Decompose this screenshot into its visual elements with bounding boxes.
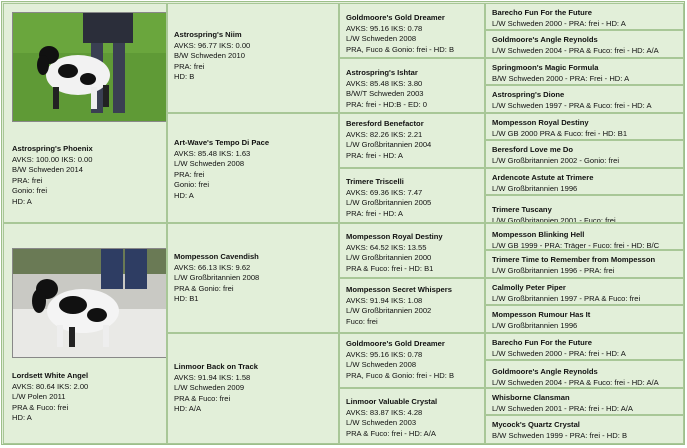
dog-detail: AVKS: 64.52 IKS: 13.55: [346, 242, 427, 252]
dog-detail: L/W Polen 2011: [12, 392, 66, 401]
gen3-cell-6: [339, 333, 485, 388]
gen4-cell-6: [485, 168, 684, 195]
gen2-cell-1: [167, 113, 339, 223]
dog-detail: AVKS: 95.16 IKS: 0.78: [346, 349, 423, 359]
dog-detail: L/W Großbritannien 1996: [492, 320, 578, 330]
dog-detail: AVKS: 83.87 IKS: 4.28: [346, 407, 423, 417]
dog-detail: PRA & Fuco: frei: [12, 402, 69, 412]
dog-detail: L/W Schweden 2003: [346, 418, 417, 427]
dog-detail: L/W Schweden 2001 - PRA: frei - HD: A/A: [492, 403, 633, 413]
dog-detail: PRA: frei: [174, 169, 205, 179]
dog-name: Mompesson Rumour Has It: [492, 310, 591, 319]
dog-name: Trimere Triscelli: [346, 177, 404, 186]
dog-name: Mompesson Cavendish: [174, 252, 259, 261]
gen4-cell-14: [485, 388, 684, 415]
dog-detail: L/W Schweden 2000 - PRA: frei - HD: A: [492, 348, 626, 358]
dog-name: Mompesson Secret Whispers: [346, 285, 452, 294]
dog-detail: HD: B: [174, 72, 195, 81]
dog-detail: HD: A: [12, 413, 32, 422]
dog-detail: AVKS: 85.48 IKS: 1.63: [174, 148, 251, 158]
gen4-cell-2: [485, 58, 684, 85]
dog-detail: L/W Großbritannien 2002 - Gonio: frei: [492, 155, 620, 165]
dog-detail: AVKS: 66.13 IKS: 9.62: [174, 262, 251, 272]
dog-name: Goldmoore's Gold Dreamer: [346, 339, 445, 348]
gen1-info-0: [12, 144, 93, 207]
dog-detail: L/W Großbritannien 1996: [492, 183, 578, 193]
pedigree-table: [1, 1, 685, 445]
gen4-cell-5: [485, 140, 684, 168]
dog-detail: Fuco: frei: [346, 316, 378, 326]
dog-detail: HD: B1: [174, 294, 199, 303]
dog-name: Art-Wave's Tempo Di Pace: [174, 138, 270, 147]
gen1-cell-1: [3, 223, 167, 444]
dog-detail: B/W Schweden 1999 - PRA: frei - HD: B: [492, 430, 628, 440]
dog-detail: HD: A/A: [174, 404, 202, 413]
dog-name: Mompesson Blinking Hell: [492, 230, 585, 239]
dog-name: Calmolly Peter Piper: [492, 283, 566, 292]
gen3-cell-5: [339, 278, 485, 333]
dog-name: Astrospring's Niim: [174, 30, 242, 39]
dog-name: Beresford Benefactor: [346, 119, 424, 128]
dog-detail: AVKS: 69.36 IKS: 7.47: [346, 187, 423, 197]
gen1-cell-0: [3, 3, 167, 223]
dog-detail: L/W Schweden 2004 - PRA & Fuco: frei - HD: A/A: [492, 377, 659, 387]
dog-detail: PRA: frei - HD:B - ED: 0: [346, 99, 428, 109]
dog-detail: L/W Großbritannien 1996 - PRA: frei: [492, 265, 615, 275]
gen3-cell-4: [339, 223, 485, 278]
dog-detail: L/W Großbritannien 2008: [174, 273, 260, 282]
dog-detail: L/W Schweden 2000 - PRA: frei - HD: A: [492, 18, 626, 28]
dog-detail: PRA & Fuco: frei - HD: B1: [346, 263, 434, 273]
gen2-cell-2: [167, 223, 339, 333]
gen1-info-1: [12, 371, 88, 424]
dog-detail: PRA & Gonio: frei: [174, 283, 234, 293]
gen4-cell-1: [485, 30, 684, 58]
gen4-cell-4: [485, 113, 684, 140]
dog-name: Goldmoore's Gold Dreamer: [346, 13, 445, 22]
gen2-cell-0: [167, 3, 339, 113]
dog-name: Mompesson Royal Destiny: [346, 232, 443, 241]
dog-name: Trimere Time to Remember from Mompesson: [492, 255, 656, 264]
dog-detail: PRA & Fuco: frei - HD: A/A: [346, 428, 436, 438]
dog-detail: L/W Großbritannien 1997 - PRA & Fuco: frei: [492, 293, 641, 303]
gen4-cell-3: [485, 85, 684, 113]
gen4-cell-7: [485, 195, 684, 223]
dog-detail: PRA, Fuco & Gonio: frei - HD: B: [346, 370, 455, 380]
dog-detail: L/W Großbritannien 2005: [346, 198, 432, 207]
dog-detail: L/W GB 2000 PRA & Fuco: frei - HD: B1: [492, 128, 628, 138]
dog-name: Astrospring's Phoenix: [12, 144, 93, 153]
dog-detail: PRA & Fuco: frei: [174, 393, 231, 403]
dog-detail: L/W Schweden 2004 - PRA & Fuco: frei - HD: A/A: [492, 45, 659, 55]
gen4-cell-13: [485, 360, 684, 388]
gen3-cell-7: [339, 388, 485, 444]
dog-detail: HD: A: [174, 190, 194, 200]
dog-detail: L/W Schweden 2009: [174, 383, 245, 392]
gen3-cell-3: [339, 168, 485, 223]
dog-name: Mycock's Quartz Crystal: [492, 420, 580, 429]
dog-detail: L/W Schweden 2008: [346, 34, 417, 43]
dog-name: Whisborne Clansman: [492, 393, 570, 402]
dog-detail: AVKS: 80.64 IKS: 2.00: [12, 381, 89, 391]
dog-detail: L/W GB 1999 - PRA: Träger - Fuco: frei - HD: B/C: [492, 240, 660, 250]
dog-detail: AVKS: 100.00 IKS: 0.00: [12, 154, 93, 164]
dog-detail: HD: A: [12, 196, 32, 206]
gen4-cell-12: [485, 333, 684, 360]
dog-detail: Gonio: frei: [12, 186, 48, 195]
dog-name: Linmoor Valuable Crystal: [346, 397, 438, 406]
dog-detail: AVKS: 82.26 IKS: 2.21: [346, 129, 423, 139]
dog-name: Linmoor Back on Track: [174, 362, 258, 371]
dog-photo-white-angel: [12, 248, 167, 358]
dog-detail: PRA, Fuco & Gonio: frei - HD: B: [346, 44, 455, 54]
gen2-cell-3: [167, 333, 339, 444]
dog-detail: PRA: frei - HD: A: [346, 150, 403, 160]
dog-detail: B/W/T Schweden 2003: [346, 89, 424, 98]
dog-detail: L/W Schweden 2008: [174, 159, 245, 168]
dog-detail: L/W Großbritannien 2004: [346, 140, 432, 149]
gen4-cell-11: [485, 305, 684, 333]
gen4-cell-15: [485, 415, 684, 444]
dog-detail: PRA: frei: [174, 61, 205, 71]
dog-detail: L/W Schweden 2008: [346, 360, 417, 369]
dog-name: Goldmoore's Angle Reynolds: [492, 35, 598, 44]
gen3-cell-0: [339, 3, 485, 58]
dog-name: Ardencote Astute at Trimere: [492, 173, 594, 182]
dog-photo-phoenix: [12, 12, 167, 122]
dog-detail: AVKS: 91.94 IKS: 1.08: [346, 295, 423, 305]
dog-detail: AVKS: 91.94 IKS: 1.58: [174, 372, 251, 382]
dog-name: Goldmoore's Angle Reynolds: [492, 367, 598, 376]
dog-detail: B/W Schweden 2014: [12, 165, 83, 174]
dog-detail: Gonio: frei: [174, 180, 210, 189]
dog-detail: B/W Schweden 2000 - PRA: Frei - HD: A: [492, 73, 630, 83]
gen4-cell-9: [485, 250, 684, 278]
dog-detail: L/W Großbritannien 2000: [346, 253, 432, 262]
dog-name: Springmoon's Magic Formula: [492, 63, 599, 72]
gen3-cell-2: [339, 113, 485, 168]
dog-detail: AVKS: 95.16 IKS: 0.78: [346, 23, 423, 33]
dog-detail: PRA: frei - HD: A: [346, 208, 403, 218]
dog-detail: L/W Großbritannien 2001 - Fuco: frei: [492, 215, 616, 223]
dog-name: Lordsett White Angel: [12, 371, 89, 380]
dog-name: Astrospring's Ishtar: [346, 68, 418, 77]
dog-name: Barecho Fun For the Future: [492, 338, 592, 347]
gen4-cell-8: [485, 223, 684, 250]
dog-name: Mompesson Royal Destiny: [492, 118, 589, 127]
dog-name: Trimere Tuscany: [492, 205, 552, 214]
dog-detail: B/W Schweden 2010: [174, 51, 245, 60]
dog-detail: PRA: frei: [12, 175, 43, 185]
dog-detail: AVKS: 85.48 IKS: 3.80: [346, 78, 423, 88]
dog-detail: L/W Großbritannien 2002: [346, 306, 432, 315]
gen4-cell-10: [485, 278, 684, 305]
dog-name: Beresford Love me Do: [492, 145, 574, 154]
dog-detail: L/W Schweden 1997 - PRA & Fuco: frei - HD: A: [492, 100, 652, 110]
dog-detail: AVKS: 96.77 IKS: 0.00: [174, 40, 251, 50]
gen4-cell-0: [485, 3, 684, 30]
gen3-cell-1: [339, 58, 485, 113]
dog-name: Astrospring's Dione: [492, 90, 565, 99]
dog-name: Barecho Fun For the Future: [492, 8, 592, 17]
